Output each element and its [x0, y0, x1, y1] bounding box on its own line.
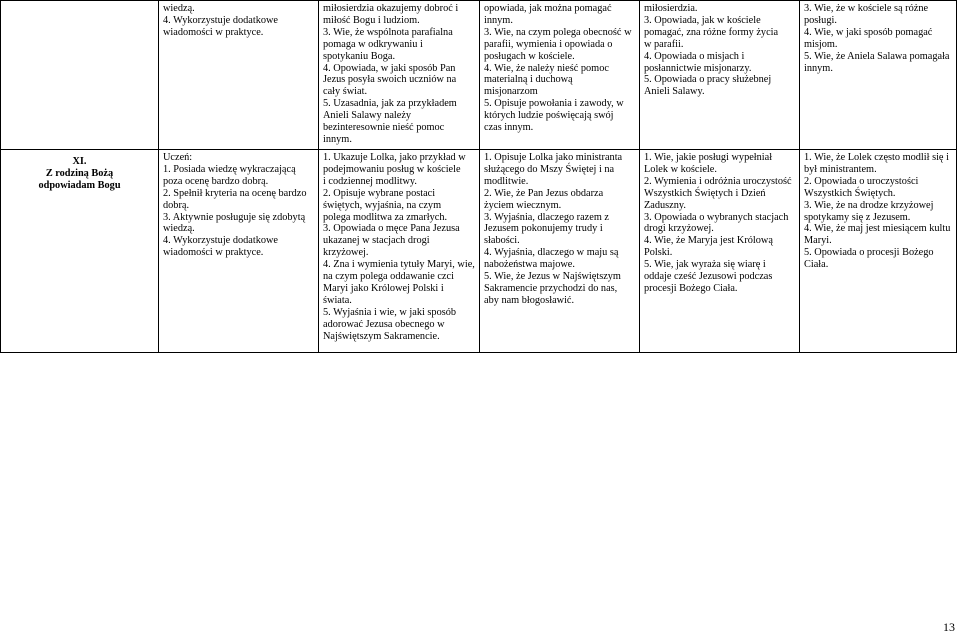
text-line: spotykaniu Boga. [323, 50, 396, 62]
text-line: wiedzą. [163, 3, 195, 14]
text-line: 5. Wyjaśnia i wie, w jaki sposób [323, 306, 457, 318]
text-line: innym. [804, 62, 833, 74]
text-line: miłość Bogu i ludziom. [323, 14, 420, 26]
text-line: 5. Opisuje powołania i zawody, w [484, 98, 624, 110]
grade-cell-bardzo-dobra [319, 150, 480, 353]
text-line: 3. Aktywnie posługuje się zdobytą [163, 211, 306, 223]
text-line: polega modlitwa za zmarłych. [323, 211, 448, 223]
text-line: miłosierdzia. [644, 3, 698, 14]
grade-cell-celujaca [159, 1, 319, 150]
text-line: materialną i duchową [484, 74, 573, 86]
grade-cell-dostateczna [640, 150, 800, 353]
page-number: 13 [943, 620, 955, 634]
grade-cell-dostateczna [640, 1, 800, 150]
text-line: 5. Wie, że Aniela Salawa pomagała [804, 50, 950, 62]
text-line: cały świat. [323, 86, 368, 98]
text-line: słabości. [484, 235, 520, 247]
text-line: 1. Wie, jakie posługi wypełniał [644, 152, 773, 163]
table-row [1, 150, 957, 353]
text-line: Anieli Salawy należy [323, 110, 412, 122]
grade-cell-dopuszczajaca [800, 150, 957, 353]
text-line: parafii, wymienia i opowiada o [484, 38, 613, 50]
text-line: podejmowaniu posług w kościele [323, 163, 461, 175]
text-line: 3. Opowiada o wybranych stacjach [644, 211, 789, 223]
text-line: 4. Wykorzystuje dodatkowe [163, 235, 279, 247]
text-line: posługi. [804, 14, 837, 26]
text-line: wiadomości w praktyce. [163, 26, 264, 38]
text-line: Maryi. [804, 235, 832, 247]
text-line: ukazanej w stacjach drogi [323, 235, 430, 247]
text-line: Sakramencie przychodzi do nas, [484, 282, 618, 294]
grade-cell-dobra [480, 1, 640, 150]
text-line: dobrą. [163, 199, 190, 211]
text-line: 4. Wie, że maj jest miesiącem kultu [804, 223, 951, 235]
text-line: posługach w kościele. [484, 50, 575, 62]
text-line: Polski. [644, 247, 673, 259]
text-line: 5. Opowiada o pracy służebnej [644, 74, 772, 86]
text-line: 5. Uzasadnia, jak za przykładem [323, 98, 457, 110]
text-line: 4. Wyjaśnia, dlaczego w maju są [484, 247, 619, 259]
text-line: czas innym. [484, 122, 534, 134]
text-line: Jezusem pokonujemy trudy i [484, 223, 603, 235]
section-cell [1, 1, 159, 150]
text-line: 3. Wyjaśnia, dlaczego razem z [484, 211, 609, 223]
text-line: był ministrantem. [804, 163, 877, 175]
section-title [1, 150, 159, 353]
text-line: odpowiadam Bogu [38, 179, 121, 191]
text-line: adorować Jezusa obecnego w [323, 318, 445, 330]
text-line: życiem wiecznym. [484, 199, 562, 211]
text-line: aby nam błogosławić. [484, 294, 575, 306]
text-line: miłosierdzia okazujemy dobroć i [323, 3, 459, 14]
text-line: procesji Bożego Ciała. [644, 282, 738, 294]
text-line: Maryi jako Królowej Polski i [323, 282, 444, 294]
text-line: służącego do Mszy Świętej i na [484, 163, 615, 175]
text-line: spotykamy się z Jezusem. [804, 211, 911, 223]
text-line: bezinteresownie nieść pomoc [323, 122, 445, 134]
text-line: nabożeństwa majowe. [484, 259, 575, 271]
grade-cell-bardzo-dobra [319, 1, 480, 150]
text-line: innym. [323, 133, 352, 145]
text-line: 3. Wie, że na drodze krzyżowej [804, 199, 934, 211]
text-line: innym. [484, 14, 513, 26]
grade-cell-dobra [480, 150, 640, 353]
grade-cell-dopuszczajaca [800, 1, 957, 150]
text-line: oddaje cześć Jezusowi podczas [644, 271, 773, 283]
grade-cell-celujaca [159, 150, 319, 353]
text-line: 2. Wie, że Pan Jezus obdarza [484, 187, 604, 199]
text-line: wiadomości w praktyce. [163, 247, 264, 259]
text-line: Wszystkich Świętych. [804, 187, 896, 199]
text-line: 2. Opisuje wybrane postaci [323, 187, 436, 199]
text-line: modlitwie. [484, 175, 529, 187]
text-line: 4. Wie, że Maryja jest Królową [644, 235, 773, 247]
text-line: 1. Posiada wiedzę wykraczającą [163, 163, 296, 175]
text-line: których ludzie poświęcają swój [484, 110, 614, 122]
text-line: Z rodziną Bożą [45, 167, 114, 179]
text-line: 3. Wie, na czym polega obecność w [484, 26, 632, 38]
text-line: 1. Opisuje Lolka jako ministranta [484, 152, 623, 163]
text-line: krzyżowej. [323, 247, 369, 259]
text-line: 4. Wykorzystuje dodatkowe [163, 14, 279, 26]
text-line: Wszystkich Świętych i Dzień [644, 187, 766, 199]
text-line: misjonarzom [484, 86, 538, 98]
text-line: 2. Spełnił kryteria na ocenę bardzo [163, 187, 307, 199]
text-line: opowiada, jak można pomagać [484, 3, 612, 14]
text-line: 2. Opowiada o uroczystości [804, 175, 919, 187]
text-line: 5. Wie, że Jezus w Najświętszym [484, 271, 621, 283]
text-line: świata. [323, 294, 352, 306]
text-line: 4. Wie, że należy nieść pomoc [484, 62, 609, 74]
text-line: 1. Ukazuje Lolka, jako przykład w [323, 152, 466, 163]
text-line: Zaduszny. [644, 199, 686, 211]
table-row [1, 1, 957, 150]
text-line: posłannictwie misjonarzy. [644, 62, 752, 74]
text-line: w parafii. [644, 38, 684, 50]
text-line: misjom. [804, 38, 838, 50]
text-line: 1. Wie, że Lolek często modlił się i [804, 152, 949, 163]
text-line: 4. Opowiada o misjach i [644, 50, 745, 62]
text-line: na czym polega oddawanie czci [323, 271, 454, 283]
text-line: Najświętszym Sakramencie. [323, 330, 440, 342]
text-line: Ciała. [804, 259, 829, 271]
text-line: 4. Wie, w jaki sposób pomagać [804, 26, 933, 38]
text-line: poza ocenę bardzo dobrą. [163, 175, 269, 187]
text-line: Lolek w kościele. [644, 163, 717, 175]
text-line: 4. Zna i wymienia tytuły Maryi, wie, [323, 259, 475, 271]
text-line: i codziennej modlitwy. [323, 175, 417, 187]
text-line: Anieli Salawy. [644, 86, 705, 98]
text-line: pomaga w odkrywaniu i [323, 38, 423, 50]
text-line: 3. Wie, że wspólnota parafialna [323, 26, 453, 38]
text-line: 4. Opowiada, w jaki sposób Pan [323, 62, 456, 74]
text-line: 5. Wie, jak wyraża się wiarę i [644, 259, 766, 271]
text-line: Jezus posyła swoich uczniów na [323, 74, 457, 86]
text-line: pomagać, zna różne formy życia [644, 26, 779, 38]
text-line: 2. Wymienia i odróżnia uroczystość [644, 175, 792, 187]
text-line: Uczeń: [163, 152, 193, 163]
text-line: drogi krzyżowej. [644, 223, 714, 235]
text-line: świętych, wyjaśnia, na czym [323, 199, 442, 211]
text-line: 3. Opowiada o męce Pana Jezusa [323, 223, 460, 235]
text-line: 5. Opowiada o procesji Bożego [804, 247, 934, 259]
text-line: wiedzą. [163, 223, 195, 235]
text-line: 3. Opowiada, jak w kościele [644, 14, 761, 26]
text-line: 3. Wie, że w kościele są różne [804, 3, 929, 14]
text-line: XI. [72, 156, 87, 167]
